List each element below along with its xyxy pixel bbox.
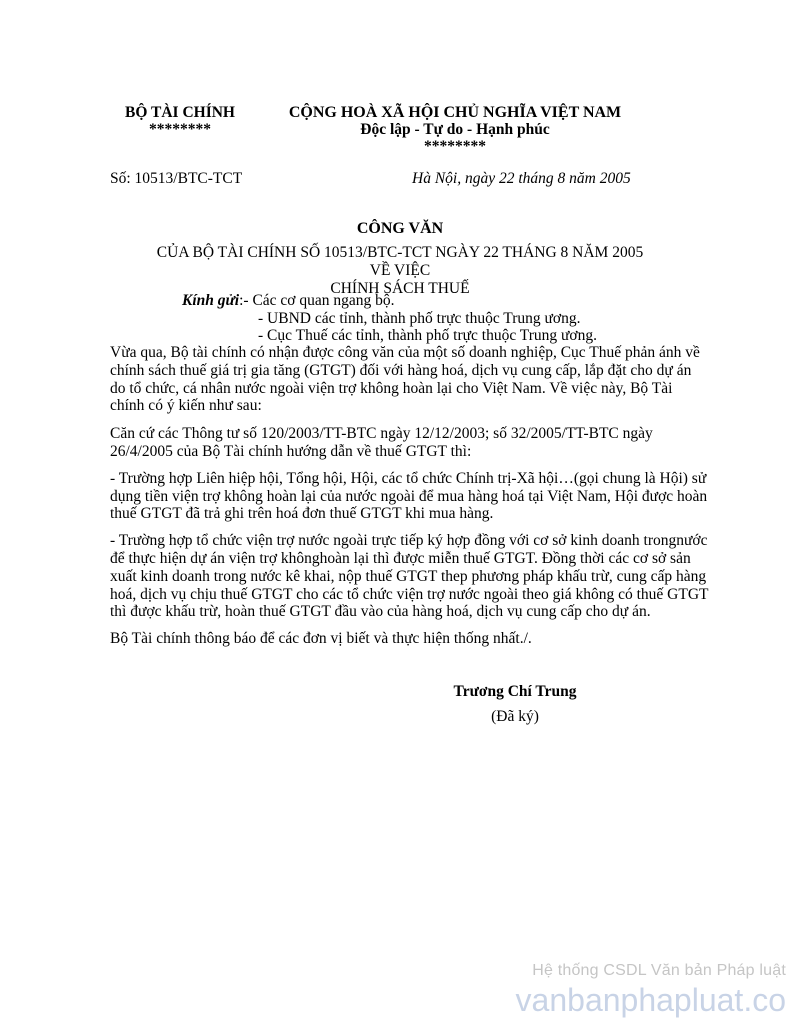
signature-block (430, 679, 600, 729)
subject-line-1: CỦA BỘ TÀI CHÍNH SỐ 10513/BTC-TCT NGÀY 22 THÁNG 8 NĂM 2005 VỀ VIỆC (156, 244, 644, 279)
document-body (110, 344, 710, 657)
addressee-third: - Cục Thuế các tỉnh, thành phố trực thuộc Trung ương. (258, 327, 597, 344)
ministry-separator: ******** (149, 121, 211, 138)
national-motto: Độc lập - Tự do - Hạnh phúc (360, 121, 550, 138)
watermark-site: vanbanphapluat.co (515, 982, 786, 1018)
document-type-title: CÔNG VĂN (356, 220, 444, 237)
national-title (270, 104, 640, 155)
signed-note: (Đã ký) (491, 708, 539, 725)
place-and-date: Hà Nội, ngày 22 tháng 8 năm 2005 (412, 170, 631, 187)
motto-separator: ******** (424, 138, 486, 155)
body-paragraph-case-2: - Trường hợp tổ chức viện trợ nước ngoài trực tiếp ký hợp đồng với cơ sở kinh doanh trongnước để thực hiện dự án viện trợ khônghoàn lại thì được miễn thuế GTGT. Đồng thời các cơ sở sản xuất kinh doanh trong nước kê khai, nộp thuế GTGT thep phương pháp khấu trừ, cung cấp hàng hoá, dịch vụ chịu thuế GTGT cho các tổ chức viện trợ nước ngoài theo giá không có thuế GTGT thì được khấu trừ, hoàn thuế GTGT đầu vào của hàng hoá, dịch vụ cung cấp cho dự án. (110, 532, 709, 621)
body-paragraph-case-1: - Trường hợp Liên hiệp hội, Tổng hội, Hội, các tổ chức Chính trị-Xã hội…(gọi chung là Hội) sử dụng tiền viện trợ không hoàn lại của nước ngoài để mua hàng hoá tại Việt Nam, Hội được hoàn thuế GTGT đã trả ghi trên hoá đơn thuế GTGT khi mua hàng. (110, 469, 708, 523)
addressee-first: :- Các cơ quan ngang bộ. (239, 292, 395, 309)
addressee-line-1 (182, 292, 642, 310)
addressee-second: - UBND các tỉnh, thành phố trực thuộc Trung ương. (258, 309, 581, 327)
document-number: Số: 10513/BTC-TCT (110, 170, 243, 187)
body-paragraph-intro: Vừa qua, Bộ tài chính có nhận được công văn của một số doanh nghiệp, Cục Thuế phản ánh về chính sách thuế giá trị gia tăng (GTGT) đối với hàng hoá, dịch vụ cung cấp, lắp đặt cho dự án do tổ chức, cá nhân nước ngoài viện trợ không hoàn lại cho Việt Nam. Về việc này, Bộ Tài chính có ý kiến như sau: (110, 344, 700, 415)
republic-name: CỘNG HOÀ XÃ HỘI CHỦ NGHĨA VIỆT NAM (288, 104, 622, 121)
addressee-block (182, 292, 642, 345)
signer-name: Trương Chí Trung (453, 683, 577, 700)
body-paragraph-legal-basis: Căn cứ các Thông tư số 120/2003/TT-BTC ngày 12/12/2003; số 32/2005/TT-BTC ngày 26/4/2005 của Bộ Tài chính hướng dẫn về thuế GTGT thì: (110, 425, 653, 460)
issuing-authority (95, 104, 265, 138)
watermark (516, 962, 786, 1018)
body-paragraph-closing: Bộ Tài chính thông báo để các đơn vị biết và thực hiện thống nhất./. (110, 630, 532, 648)
subject-line-2: CHÍNH SÁCH THUẾ (330, 280, 470, 297)
addressee-label: Kính gửi (182, 292, 240, 309)
document-subject (150, 244, 650, 298)
ministry-name: BỘ TÀI CHÍNH (125, 104, 235, 121)
watermark-caption: Hệ thống CSDL Văn bản Pháp luật (532, 962, 786, 979)
